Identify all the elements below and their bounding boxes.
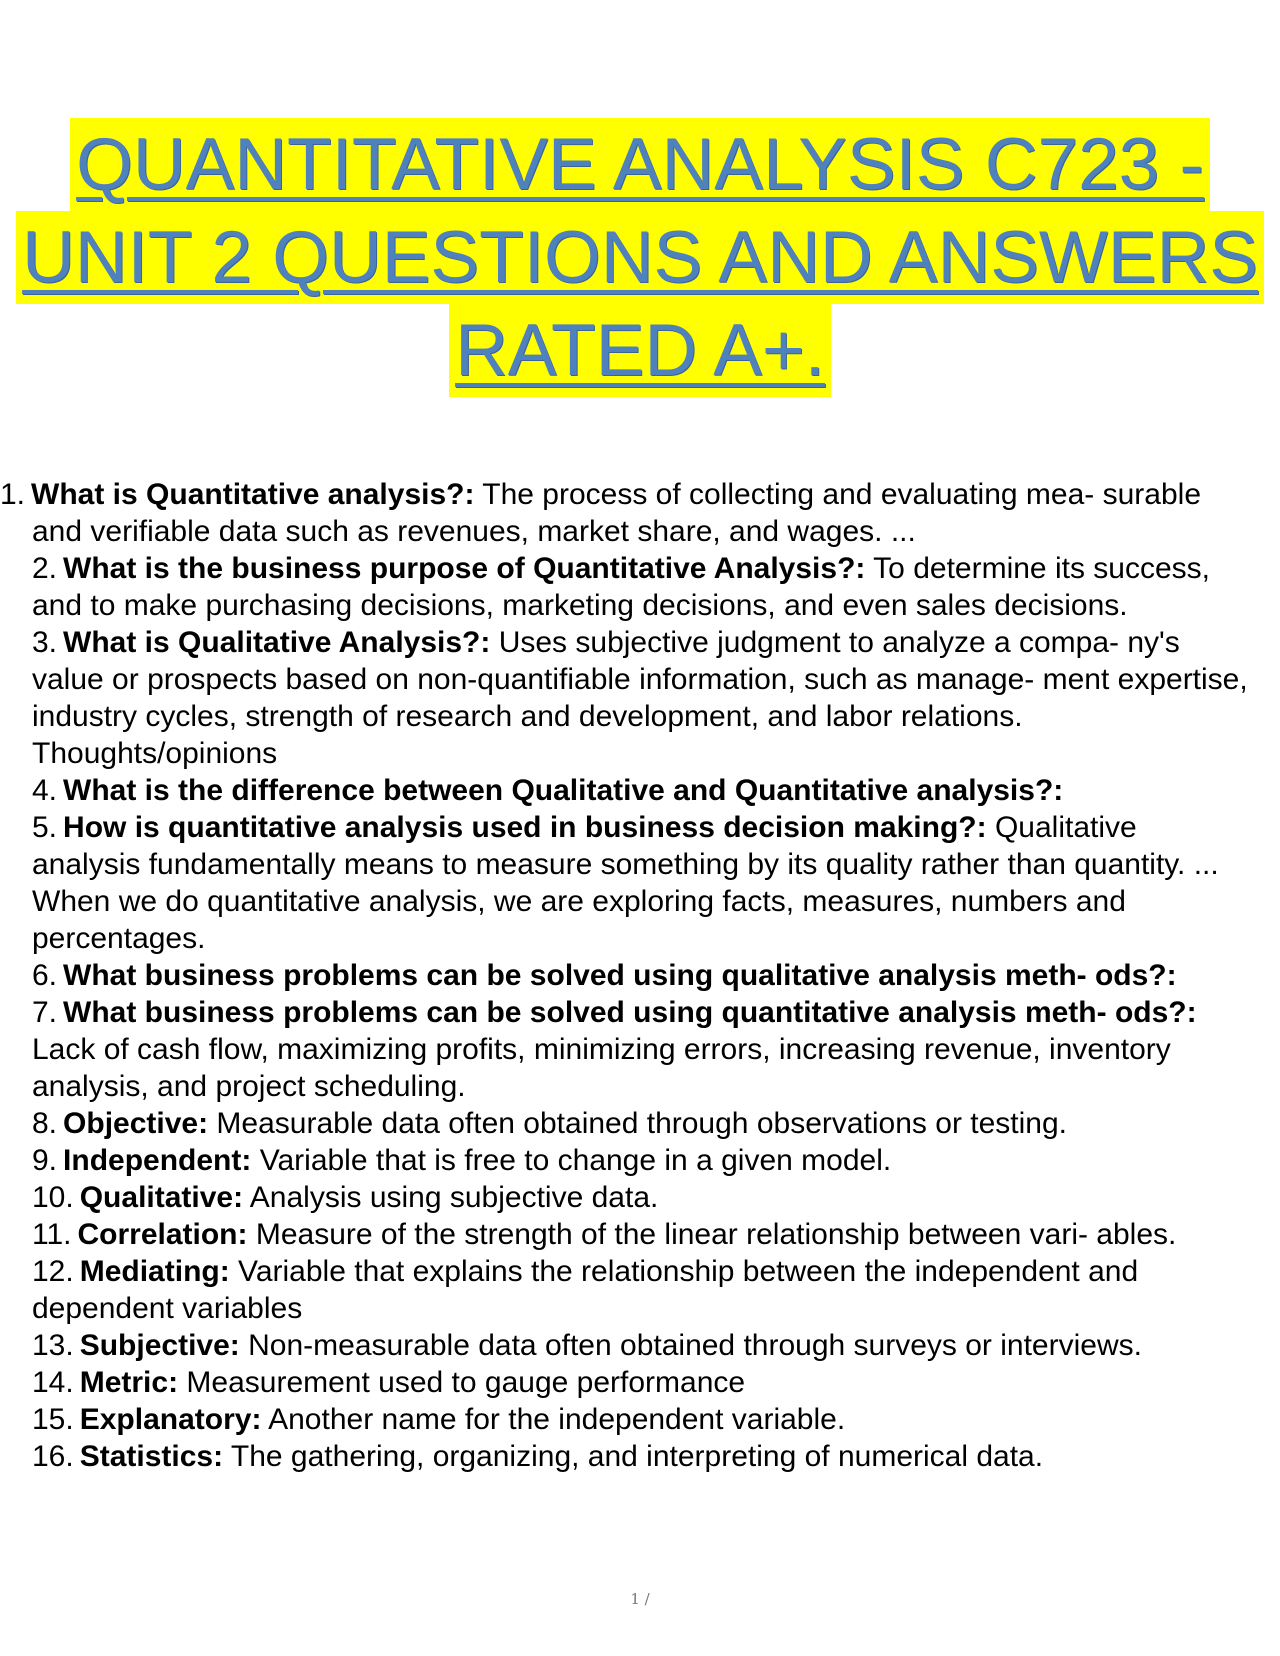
list-item	[0, 1253, 1250, 1327]
list-item	[0, 1105, 1250, 1142]
item-number: 11.	[32, 1218, 72, 1251]
item-answer: Another name for the independent variable.	[261, 1403, 846, 1436]
list-item	[0, 1216, 1250, 1253]
list-item	[0, 1401, 1250, 1438]
title-line-3: RATED A+.	[449, 304, 831, 397]
item-number: 1.	[0, 478, 26, 511]
list-item	[0, 772, 1250, 809]
item-question: Qualitative:	[79, 1181, 244, 1214]
item-question: Statistics:	[79, 1440, 224, 1473]
item-question: Correlation:	[77, 1218, 248, 1251]
item-question: What business problems can be solved using quantitative analysis meth- ods?:	[63, 996, 1197, 1029]
item-question: What is Quantitative analysis?:	[31, 478, 475, 511]
item-answer: The process of collecting and evaluating mea- surable and verifiable data such as revenues, market share, and wages. ...	[32, 478, 1202, 548]
list-item	[0, 1327, 1250, 1364]
item-question: Objective:	[63, 1107, 209, 1140]
item-answer: Measurable data often obtained through observations or testing.	[208, 1107, 1067, 1140]
list-item	[0, 1438, 1250, 1475]
item-number: 5.	[32, 811, 58, 844]
list-item	[0, 1142, 1250, 1179]
item-answer: Variable that is free to change in a given model.	[251, 1144, 892, 1177]
list-item	[0, 957, 1250, 994]
item-answer: Variable that explains the relationship between the independent and dependent variables	[32, 1255, 1139, 1325]
list-item	[0, 624, 1250, 772]
list-item	[0, 994, 1250, 1105]
qa-list	[0, 476, 1250, 1475]
item-question: Mediating:	[79, 1255, 230, 1288]
item-number: 3.	[32, 626, 58, 659]
list-item	[0, 1179, 1250, 1216]
list-item	[0, 476, 1250, 550]
list-item	[0, 809, 1250, 957]
item-number: 6.	[32, 959, 58, 992]
item-question: What business problems can be solved using qualitative analysis meth- ods?:	[63, 959, 1177, 992]
item-question: What is Qualitative Analysis?:	[63, 626, 491, 659]
list-item	[0, 550, 1250, 624]
item-number: 14.	[32, 1366, 74, 1399]
item-number: 15.	[32, 1403, 74, 1436]
item-question: How is quantitative analysis used in business decision making?:	[63, 811, 987, 844]
item-question: Independent:	[63, 1144, 252, 1177]
item-number: 4.	[32, 774, 58, 807]
item-answer: To determine its success, and to make purchasing decisions, marketing decisions, and even sales decisions.	[32, 552, 1210, 622]
item-number: 2.	[32, 552, 58, 585]
item-question: Subjective:	[79, 1329, 240, 1362]
item-question: What is the difference between Qualitative and Quantitative analysis?:	[63, 774, 1064, 807]
item-answer: Uses subjective judgment to analyze a compa- ny's value or prospects based on non-quantifiable information, such as manage- ment expertise, industry cycles, strength of research and development, and labor relations. Thoughts/opinions	[32, 626, 1248, 770]
item-answer: Measure of the strength of the linear relationship between vari- ables.	[247, 1218, 1177, 1251]
item-answer: Non-measurable data often obtained through surveys or interviews.	[239, 1329, 1142, 1362]
item-question: What is the business purpose of Quantitative Analysis?:	[63, 552, 866, 585]
item-answer: Lack of cash flow, maximizing profits, minimizing errors, increasing revenue, inventory analysis, and project scheduling.	[32, 1033, 1171, 1103]
item-answer: The gathering, organizing, and interpreting of numerical data.	[223, 1440, 1044, 1473]
item-number: 16.	[32, 1440, 74, 1473]
list-item	[0, 1364, 1250, 1401]
item-number: 9.	[32, 1144, 58, 1177]
item-number: 10.	[32, 1181, 74, 1214]
item-number: 8.	[32, 1107, 58, 1140]
item-number: 12.	[32, 1255, 74, 1288]
item-answer: Analysis using subjective data.	[243, 1181, 659, 1214]
item-question: Explanatory:	[79, 1403, 262, 1436]
item-question: Metric:	[79, 1366, 179, 1399]
document-title	[0, 118, 1280, 397]
item-answer: Measurement used to gauge performance	[178, 1366, 746, 1399]
title-line-2: UNIT 2 QUESTIONS AND ANSWERS	[16, 211, 1264, 304]
item-number: 13.	[32, 1329, 74, 1362]
title-line-1: QUANTITATIVE ANALYSIS C723 -	[70, 118, 1210, 211]
item-answer: Qualitative analysis fundamentally means to measure something by its quality rather than quantity. ... When we do quantitative analysis, we are exploring facts, measures, numbers and percentages.	[32, 811, 1219, 955]
item-number: 7.	[32, 996, 58, 1029]
page-number: 1 /	[630, 1590, 650, 1608]
